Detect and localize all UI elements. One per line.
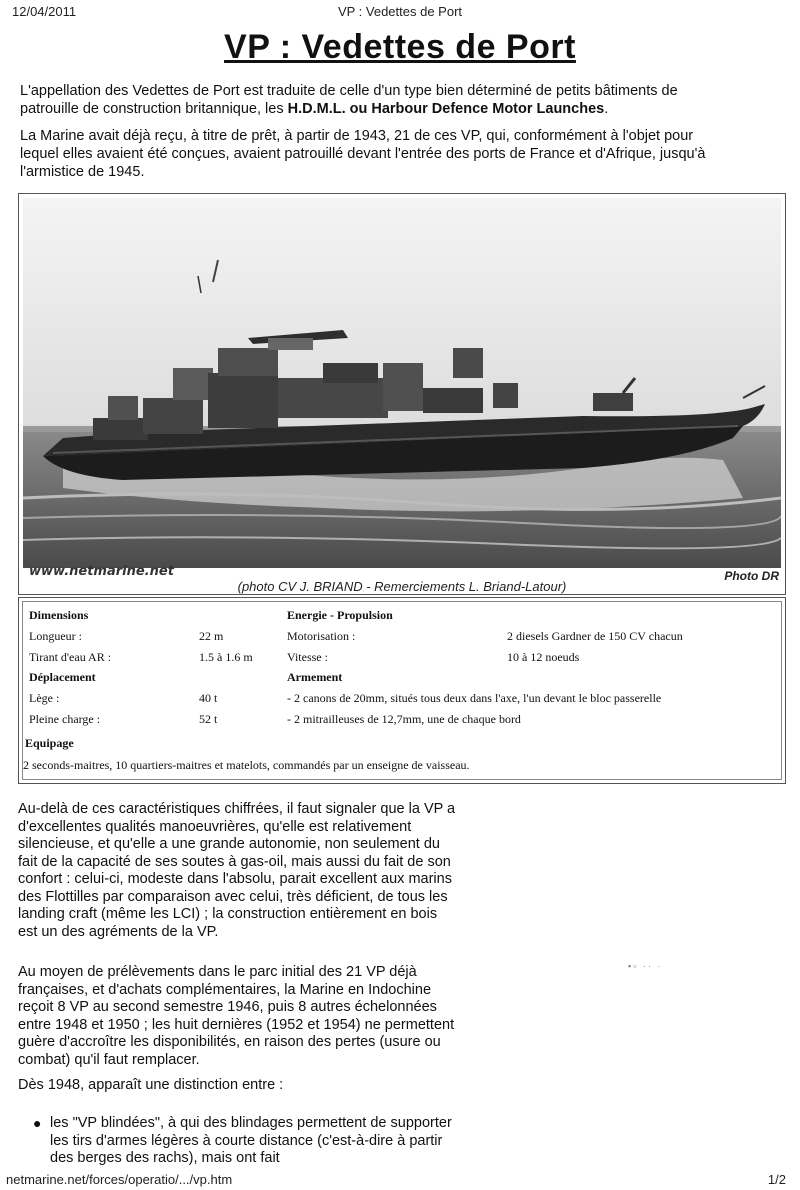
longueur-value: 22 m bbox=[199, 629, 224, 643]
equipage-value: 2 seconds-maitres, 10 quartiers-maitres et matelots, commandés par un enseigne de vaisseau. bbox=[23, 758, 470, 772]
footer-page-number: 1/2 bbox=[767, 1172, 786, 1187]
photo-caption: (photo CV J. BRIAND - Remerciements L. Briand-Latour) bbox=[237, 579, 567, 594]
specifications-table bbox=[18, 597, 786, 784]
pleine-charge-label: Pleine charge : bbox=[29, 712, 101, 726]
list-item bbox=[33, 1115, 460, 1168]
body-paragraph-2: Au moyen de prélèvements dans le parc initial des 21 VP déjà françaises, et d'achats complémentaires, la Marine en Indochine reçoit 8 VP au second semestre 1946, puis 8 autres échelonnées entre 1948 et 1950 ; les huit dernières (1952 et 1954) ne permettent guère d'accroître les disponibilités, en raison des pertes (usure ou combat) qu'il faut remplacer. bbox=[18, 964, 455, 1068]
boat-photo bbox=[23, 198, 781, 568]
list-item-text: les "VP blindées", à qui des blindages permettent de supporter les tirs d'armes légères à courte distance (c'est-à-dire à partir des berges des rachs), mais ont fait bbox=[50, 1115, 452, 1166]
tirant-value: 1.5 à 1.6 m bbox=[199, 650, 253, 664]
equipage-heading: Equipage bbox=[25, 736, 74, 750]
intro-paragraph-2: La Marine avait déjà reçu, à titre de prêt, à partir de 1943, 21 de ces VP, qui, conformément à l'objet pour lequel elles avaient été conçues, avaient patrouillé devant l'entrée des ports de France et d'Afrique, jusqu'à l'armistice de 1945. bbox=[20, 128, 706, 180]
deplacement-heading: Déplacement bbox=[29, 670, 96, 684]
energie-heading: Energie - Propulsion bbox=[287, 608, 393, 622]
netmarine-watermark: www.netmarine.net bbox=[29, 564, 174, 579]
bullet-icon: ● bbox=[33, 1115, 42, 1131]
armement-heading: Armement bbox=[287, 670, 343, 684]
motorisation-label: Motorisation : bbox=[287, 629, 356, 643]
intro-text: L'appellation des Vedettes de Port est traduite de celle d'un type bien déterminé de petits bâtiments de patrouille de construction britannique, les bbox=[20, 83, 678, 117]
vitesse-value: 10 à 12 noeuds bbox=[507, 650, 580, 664]
body-paragraph-1: Au-delà de ces caractéristiques chiffrées, il faut signaler que la VP a d'excellentes qualités manoeuvrières, qu'elle est relativement silencieuse, et qu'elle a une grande autonomie, non seulement du fait de la capacité de ses soutes à gas-oil, mais aussi du fait de son confort : celui-ci, modeste dans l'absolu, parait excellent aux marins des Flottilles par comparaison avec celui, très déficient, de tous les landing craft (même les LCI) ; la construction entièrement en bois est un des agréments de la VP. bbox=[18, 801, 456, 940]
page-title: VP : Vedettes de Port bbox=[224, 28, 576, 66]
photo-frame bbox=[18, 193, 786, 595]
armement-mitrailleuses: - 2 mitrailleuses de 12,7mm, une de chaque bord bbox=[287, 712, 521, 726]
lege-label: Lège : bbox=[29, 691, 60, 705]
photo-credit-dr: Photo DR bbox=[724, 569, 779, 583]
intro-paragraph-1 bbox=[20, 82, 730, 118]
footer-url: netmarine.net/forces/operatio/.../vp.htm bbox=[6, 1172, 233, 1187]
hdml-name: H.D.M.L. ou Harbour Defence Motor Launches bbox=[287, 101, 605, 117]
pleine-charge-value: 52 t bbox=[199, 712, 218, 726]
print-date: 12/04/2011 bbox=[12, 4, 77, 19]
dimensions-heading: Dimensions bbox=[29, 608, 89, 622]
scan-smudge: ▪▫ ·· · bbox=[628, 961, 663, 971]
longueur-label: Longueur : bbox=[29, 629, 82, 643]
armement-canons: - 2 canons de 20mm, situés tous deux dans l'axe, l'un devant le bloc passerelle bbox=[287, 691, 662, 705]
intro-period: . bbox=[604, 101, 609, 117]
tirant-label: Tirant d'eau AR : bbox=[29, 650, 112, 664]
vitesse-label: Vitesse : bbox=[287, 650, 328, 664]
motorisation-value: 2 diesels Gardner de 150 CV chacun bbox=[507, 629, 683, 643]
body-paragraph-3: Dès 1948, apparaît une distinction entre : bbox=[18, 1077, 284, 1093]
print-header-title: VP : Vedettes de Port bbox=[337, 4, 463, 19]
lege-value: 40 t bbox=[199, 691, 218, 705]
